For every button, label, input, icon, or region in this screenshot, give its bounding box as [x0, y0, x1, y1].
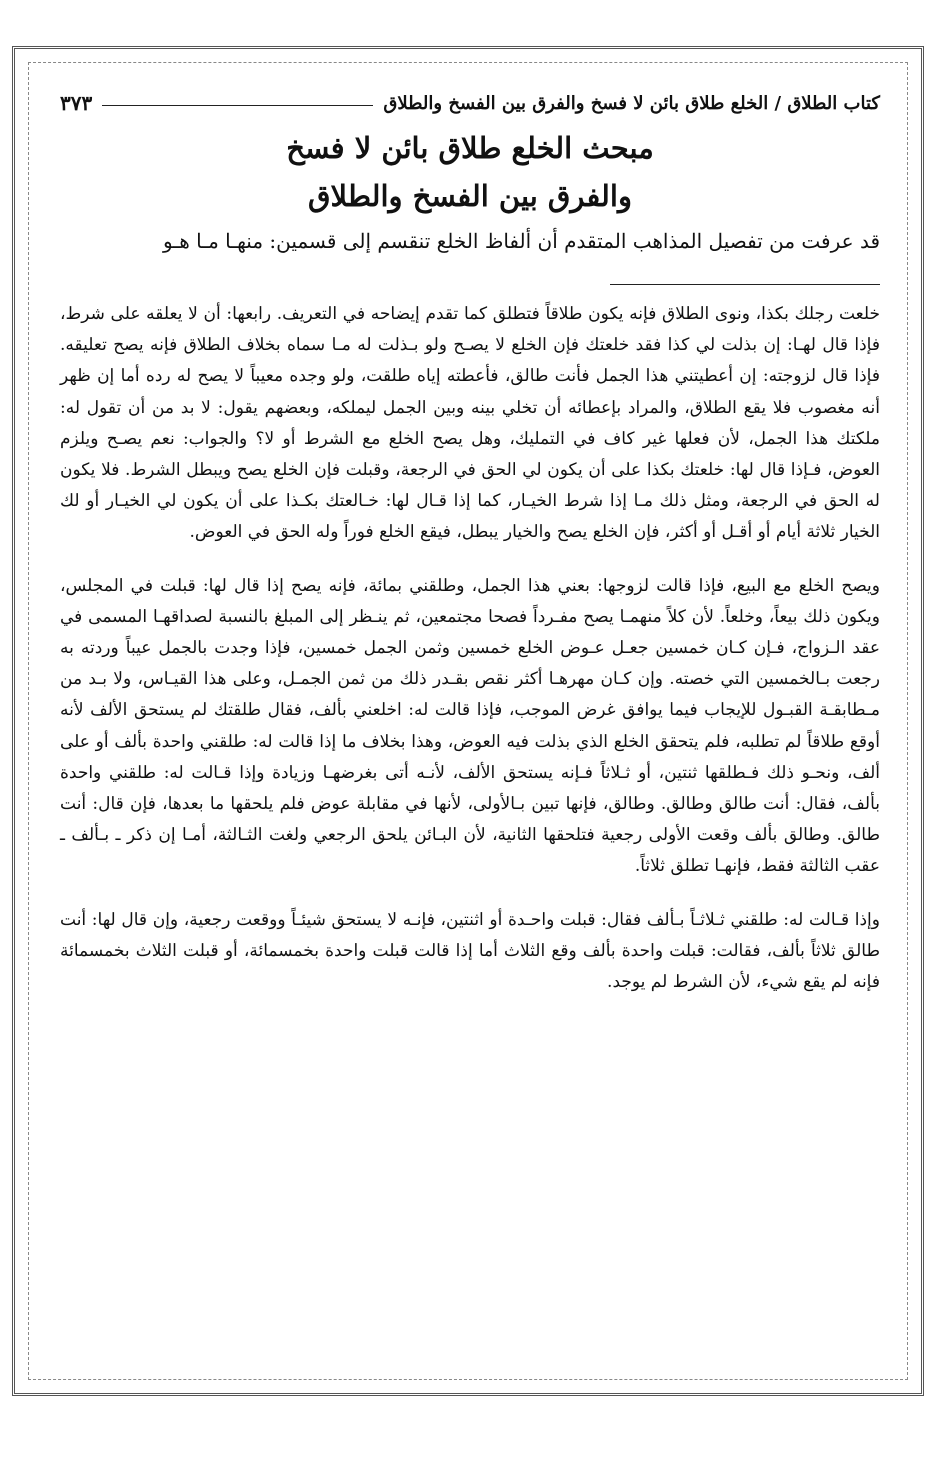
book-page — [60, 88, 880, 998]
paragraph-3: وإذا قـالت له: طلقني ثـلاثـاً بـألف فقال: قبلت واحـدة أو اثنتين، فإنـه لا يستحق شيئـاً ووقعت رجعية، وإن قال لها: أنت طالق ثلاثاً بألف، فقالت: قبلت واحدة بألف وقع الثلاث أما إذا قالت قبلت واحدة بخمسمائة، أو قبلت الثلاث بخمسمائة فإنه لم يقع شيء، لأن الشرط لم يوجد. — [60, 909, 880, 993]
running-title: كتاب الطلاق / الخلع طلاق بائن لا فسخ والفرق بين الفسخ والطلاق — [383, 92, 880, 114]
section-title-line-2: والفرق بين الفسخ والطلاق — [308, 179, 632, 213]
paragraph-1: خلعت رجلك بكذا، ونوى الطلاق فإنه يكون طلاقاً فتطلق كما تقدم إيضاحه في التعريف. رابعها: أن لا يعلقه على شرط، فإذا قال لهـا: إن بذلت لي كذا فقد خلعتك فإن الخلع لا يصـح ولو بـذلت له مـا سماه بخلاف الطلاق فإنه يصح تعليقه. فإذا قال لزوجته: إن أعطيتني هذا الجمل فأنت طالق، فأعطته إياه طلقت، ولو وجده معيباً لا يصح له رده أما إن ظهر أنه مغصوب فلا يقع الطلاق، والمراد بإعطائه أن تخلي بينه وبين الجمل ليملكه، وبعضهم يقول: لا بد من أن تقول له: ملكتك هذا الجمل، لأن فعلها غير كاف في التمليك، وهل يصح الخلع مع الشرط أو لا؟ والجواب: نعم يصـح ويلزم العوض، فـإذا قال لها: خلعتك بكذا على أن يكون لي الحق في الرجعة، وقبلت فإن الخلع يصح ويبطل الشرط. فلا يكون له الحق في الرجعة، ومثل ذلك مـا إذا شرط الخيـار، كما إذا قـال لها: خـالعتك بكـذا على أن يكون لي الخيـار أو لك الخيار ثلاثة أيام أو أقـل أو أكثر، فإن الخلع يصح والخيار يبطل، فيقع الخلع فوراً وله الحق في العوض. — [60, 304, 880, 543]
running-header — [60, 88, 880, 118]
section-title — [60, 124, 880, 220]
footnote-body — [60, 299, 880, 998]
page-number: ٣٧٣ — [60, 91, 93, 115]
header-rule — [102, 105, 373, 106]
footnote-separator — [610, 284, 880, 285]
intro-paragraph: قد عرفت من تفصيل المذاهب المتقدم أن ألفاظ الخلع تنقسم إلى قسمين: منهـا مـا هـو — [163, 229, 880, 253]
paragraph-2: ويصح الخلع مع البيع، فإذا قالت لزوجها: بعني هذا الجمل، وطلقني بمائة، فإنه يصح إذا قال لها: قبلت في المجلس، ويكون ذلك بيعاً، وخلعاً. لأن كلاً منهمـا يصح مفـرداً فصحا مجتمعين، ثم ينـظر إلى المبلغ بالنسبة لصداقهـا المسمى في عقد الـزواج، فـإن كـان خمسين جعـل عـوض الخلع خمسين وثمن الجمل خمسين، فإذا وجدت بالجمل عيباً وردته به رجعت بـالخمسين التي خصته. وإن كـان مهرهـا أكثر نقص بقـدر ذلك من ثمن الجمـل، وعلى هذا القيـاس، ولا بـد من مـطابقـة القبـول للإيجاب فيما يوافق غرض الموجب، فإذا قالت له: اخلعني بألف، فقال طلقتك لم يستحق الألف لأنه أوقع طلاقاً لم تطلبه، فلم يتحقق الخلع الذي بذلت فيه العوض، وهذا بخلاف ما إذا قالت له: طلقني واحدة بألف أو على ألف، ونحـو ذلك فـطلقها ثنتين، أو ثـلاثاً فـإنه يستحق الألف، لأنـه أتى بغرضهـا وزيادة وإذا قـالت له: طلقني واحدة بألف، فقال: أنت طالق وطالق. وطالق، فإنها تبين بـالأولى، لأنها في مقابلة عوض فلم يلحقها ما بعدها، فإن قال: أنت طالق. وطالق بألف وقعت الأولى رجعية فتلحقها الثانية، لأن البـائن يلحق الرجعي ولغت الثـالثة، أمـا إن ذكر ـ بـألف ـ عقب الثالثة فقط، فإنهـا تطلق ثلاثاً. — [60, 575, 880, 877]
section-title-line-1: مبحث الخلع طلاق بائن لا فسخ — [286, 131, 654, 165]
